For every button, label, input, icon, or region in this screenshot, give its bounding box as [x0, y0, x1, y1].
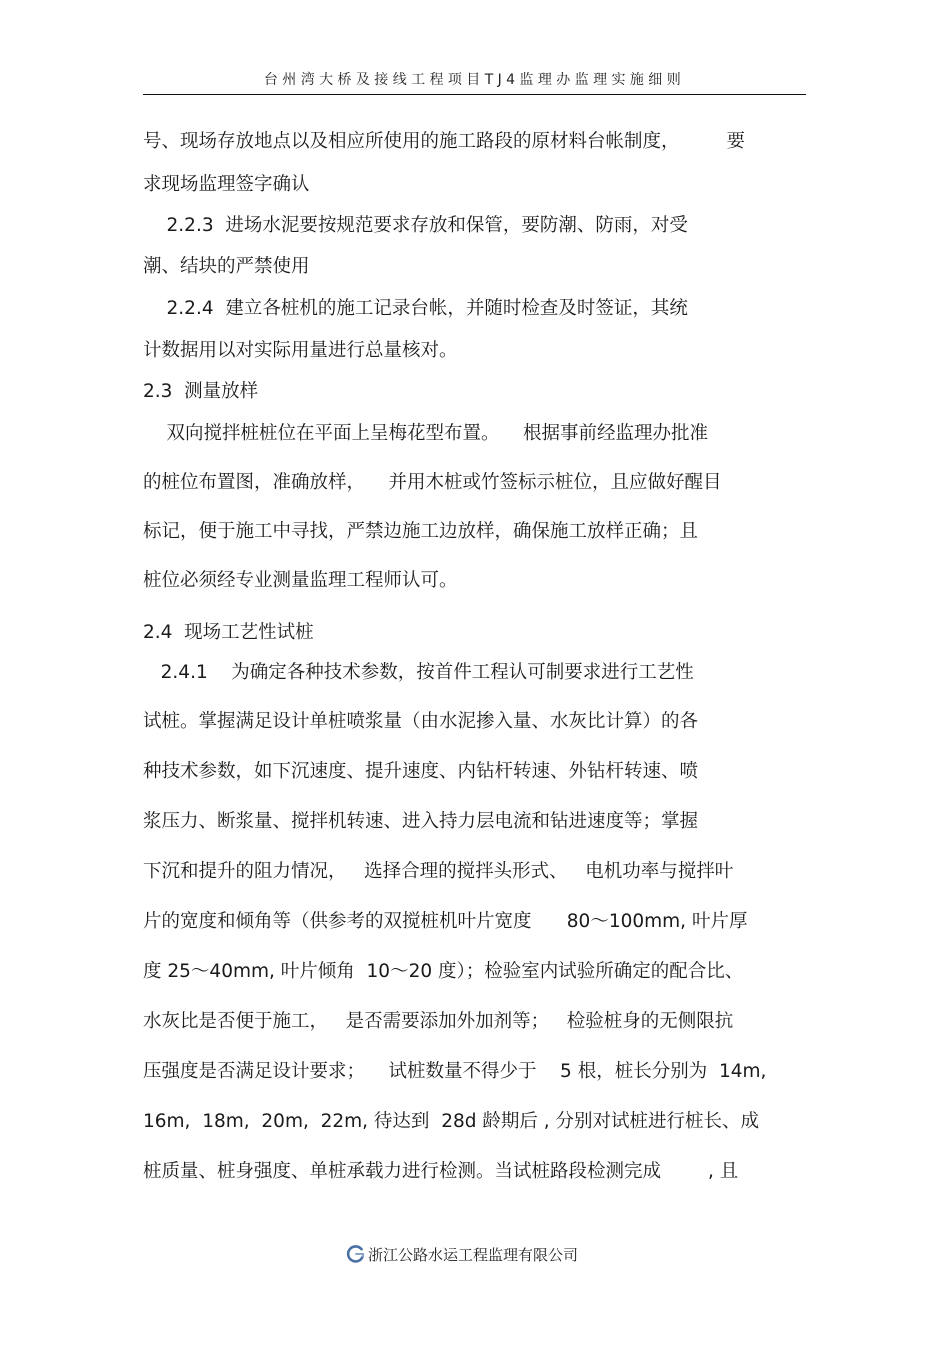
body-line: 度 25～40mm, 叶片倾角 10～20 度）；检验室内试验所确定的配合比、 — [143, 961, 744, 982]
body-line: 双向搅拌桩桩位在平面上呈梅花型布置。 根据事前经监理办批准 — [143, 423, 709, 444]
company-logo-icon — [346, 1244, 366, 1264]
body-line: 号、现场存放地点以及相应所使用的施工路段的原材料台帐制度， 要 — [143, 131, 746, 152]
body-line: 压强度是否满足设计要求； 试桩数量不得少于 5 根，桩长分别为 14m, — [143, 1061, 767, 1082]
body-line: 标记，便于施工中寻找，严禁边施工边放样，确保施工放样正确；且 — [143, 521, 699, 542]
section-heading: 2.4 现场工艺性试桩 — [143, 622, 314, 643]
body-line: 浆压力、断浆量、搅拌机转速、进入持力层电流和钻进速度等；掌握 — [143, 811, 699, 832]
body-line: 2.2.3 进场水泥要按规范要求存放和保管，要防潮、防雨，对受 — [143, 215, 688, 236]
header-divider — [143, 94, 806, 95]
body-line: 片的宽度和倾角等（供参考的双搅桩机叶片宽度 80～100mm, 叶片厚 — [143, 911, 748, 932]
page-header-title: 台州湾大桥及接线工程项目TJ4监理办监理实施细则 — [263, 72, 686, 88]
body-line: 下沉和提升的阻力情况， 选择合理的搅拌头形式、 电机功率与搅拌叶 — [143, 861, 734, 882]
body-line: 求现场监理签字确认 — [143, 174, 310, 195]
body-line: 试桩。掌握满足设计单桩喷浆量（由水泥掺入量、水灰比计算）的各 — [143, 711, 699, 732]
footer-company-name: 浙江公路水运工程监理有限公司 — [368, 1245, 579, 1264]
body-line: 计数据用以对实际用量进行总量核对。 — [143, 340, 458, 361]
page-footer — [346, 1242, 578, 1266]
body-line: 的桩位布置图，准确放样， 并用木桩或竹签标示桩位，且应做好醒目 — [143, 472, 722, 493]
body-line: 桩质量、桩身强度、单桩承载力进行检测。当试桩路段检测完成 , 且 — [143, 1161, 739, 1182]
section-heading: 2.3 测量放样 — [143, 381, 259, 402]
body-line: 桩位必须经专业测量监理工程师认可。 — [143, 570, 458, 591]
body-line: 2.2.4 建立各桩机的施工记录台帐，并随时检查及时签证，其统 — [143, 298, 688, 319]
body-line: 2.4.1 为确定各种技术参数，按首件工程认可制要求进行工艺性 — [143, 662, 694, 683]
body-line: 种技术参数，如下沉速度、提升速度、内钻杆转速、外钻杆转速、喷 — [143, 761, 699, 782]
body-line: 潮、结块的严禁使用 — [143, 256, 310, 277]
body-line: 水灰比是否便于施工， 是否需要添加外加剂等； 检验桩身的无侧限抗 — [143, 1011, 734, 1032]
body-line: 16m, 18m, 20m, 22m, 待达到 28d 龄期后 , 分别对试桩进行桩长、成 — [143, 1111, 760, 1132]
